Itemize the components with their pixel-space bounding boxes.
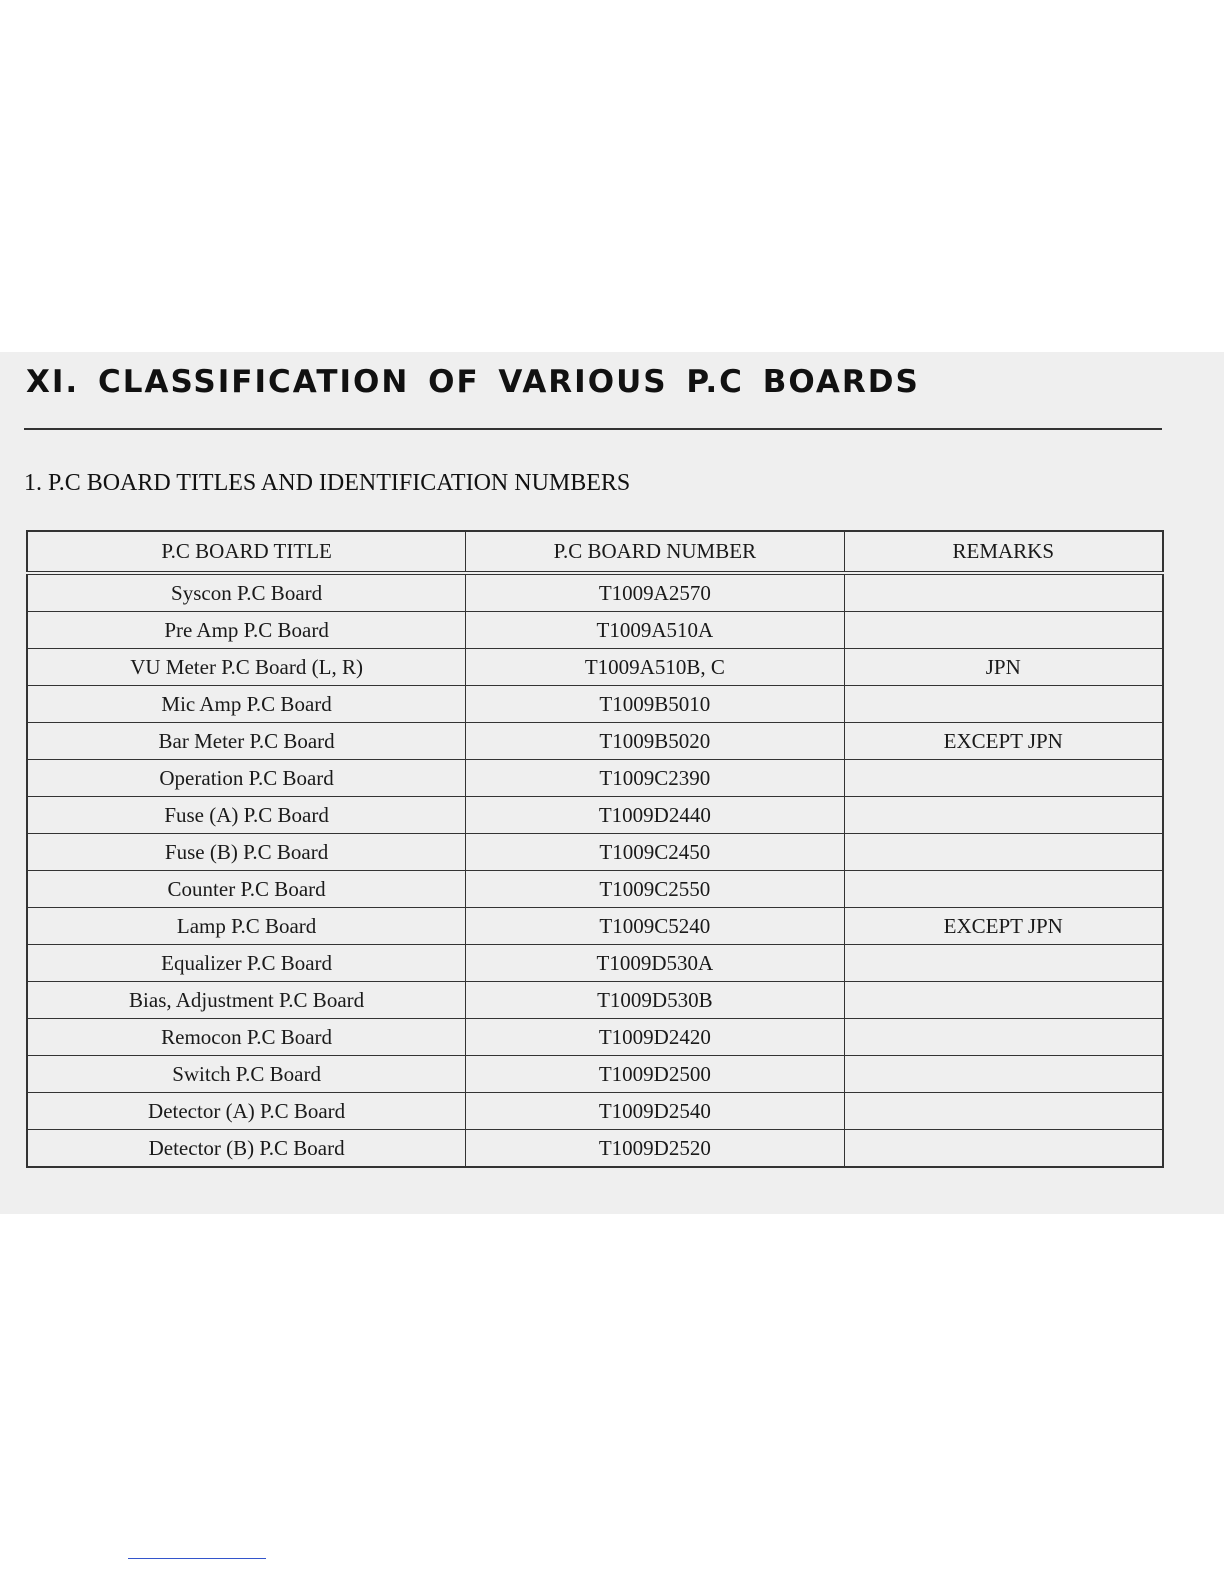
table-header — [27, 531, 1163, 573]
board-number-cell: T1009D530A — [466, 945, 844, 982]
section-heading: 1. P.C BOARD TITLES AND IDENTIFICATION NUMBERS — [24, 470, 631, 496]
board-number-cell: T1009B5010 — [466, 686, 844, 723]
board-title-cell: Lamp P.C Board — [27, 908, 466, 945]
chapter-divider — [24, 428, 1162, 430]
remarks-cell — [844, 834, 1163, 871]
board-title-cell: Counter P.C Board — [27, 871, 466, 908]
remarks-cell — [844, 1019, 1163, 1056]
board-title-cell: VU Meter P.C Board (L, R) — [27, 649, 466, 686]
board-title-cell: Bias, Adjustment P.C Board — [27, 982, 466, 1019]
board-number-cell: T1009D2420 — [466, 1019, 844, 1056]
remarks-cell: EXCEPT JPN — [844, 908, 1163, 945]
table-row — [27, 797, 1163, 834]
remarks-cell — [844, 797, 1163, 834]
remarks-cell — [844, 760, 1163, 797]
remarks-cell — [844, 871, 1163, 908]
table-row — [27, 723, 1163, 760]
remarks-cell: EXCEPT JPN — [844, 723, 1163, 760]
table-row — [27, 945, 1163, 982]
board-number-cell: T1009A510B, C — [466, 649, 844, 686]
board-number-cell: T1009C2450 — [466, 834, 844, 871]
board-number-cell: T1009A2570 — [466, 573, 844, 612]
board-number-cell: T1009D2540 — [466, 1093, 844, 1130]
board-title-cell: Fuse (A) P.C Board — [27, 797, 466, 834]
table-row — [27, 760, 1163, 797]
board-title-cell: Mic Amp P.C Board — [27, 686, 466, 723]
chapter-title: XI. CLASSIFICATION OF VARIOUS P.C BOARDS — [26, 364, 920, 400]
board-number-cell: T1009D2520 — [466, 1130, 844, 1168]
table-row — [27, 908, 1163, 945]
board-number-cell: T1009D530B — [466, 982, 844, 1019]
remarks-cell — [844, 1130, 1163, 1168]
header-board-number: P.C BOARD NUMBER — [466, 531, 844, 573]
table-body — [27, 573, 1163, 1167]
remarks-cell — [844, 612, 1163, 649]
header-remarks: REMARKS — [844, 531, 1163, 573]
remarks-cell — [844, 573, 1163, 612]
board-title-cell: Remocon P.C Board — [27, 1019, 466, 1056]
board-title-cell: Bar Meter P.C Board — [27, 723, 466, 760]
board-title-cell: Syscon P.C Board — [27, 573, 466, 612]
board-number-cell: T1009B5020 — [466, 723, 844, 760]
header-board-title: P.C BOARD TITLE — [27, 531, 466, 573]
table-row — [27, 834, 1163, 871]
board-number-cell: T1009D2500 — [466, 1056, 844, 1093]
board-title-cell: Pre Amp P.C Board — [27, 612, 466, 649]
board-title-cell: Fuse (B) P.C Board — [27, 834, 466, 871]
board-title-cell: Switch P.C Board — [27, 1056, 466, 1093]
table-row — [27, 1056, 1163, 1093]
pc-board-table — [26, 530, 1164, 1168]
table-row — [27, 1130, 1163, 1168]
board-title-cell: Detector (A) P.C Board — [27, 1093, 466, 1130]
board-title-cell: Equalizer P.C Board — [27, 945, 466, 982]
table-header-row — [27, 531, 1163, 573]
table-row — [27, 1093, 1163, 1130]
board-number-cell: T1009A510A — [466, 612, 844, 649]
table-row — [27, 982, 1163, 1019]
board-number-cell: T1009D2440 — [466, 797, 844, 834]
board-title-cell: Detector (B) P.C Board — [27, 1130, 466, 1168]
remarks-cell — [844, 1093, 1163, 1130]
remarks-cell: JPN — [844, 649, 1163, 686]
remarks-cell — [844, 982, 1163, 1019]
remarks-cell — [844, 1056, 1163, 1093]
board-number-cell: T1009C2390 — [466, 760, 844, 797]
table-row — [27, 1019, 1163, 1056]
board-number-cell: T1009C5240 — [466, 908, 844, 945]
table-row — [27, 612, 1163, 649]
remarks-cell — [844, 945, 1163, 982]
table-row — [27, 871, 1163, 908]
board-title-cell: Operation P.C Board — [27, 760, 466, 797]
remarks-cell — [844, 686, 1163, 723]
footer-link-underline — [128, 1558, 266, 1559]
table-row — [27, 573, 1163, 612]
board-number-cell: T1009C2550 — [466, 871, 844, 908]
table-row — [27, 649, 1163, 686]
table-row — [27, 686, 1163, 723]
